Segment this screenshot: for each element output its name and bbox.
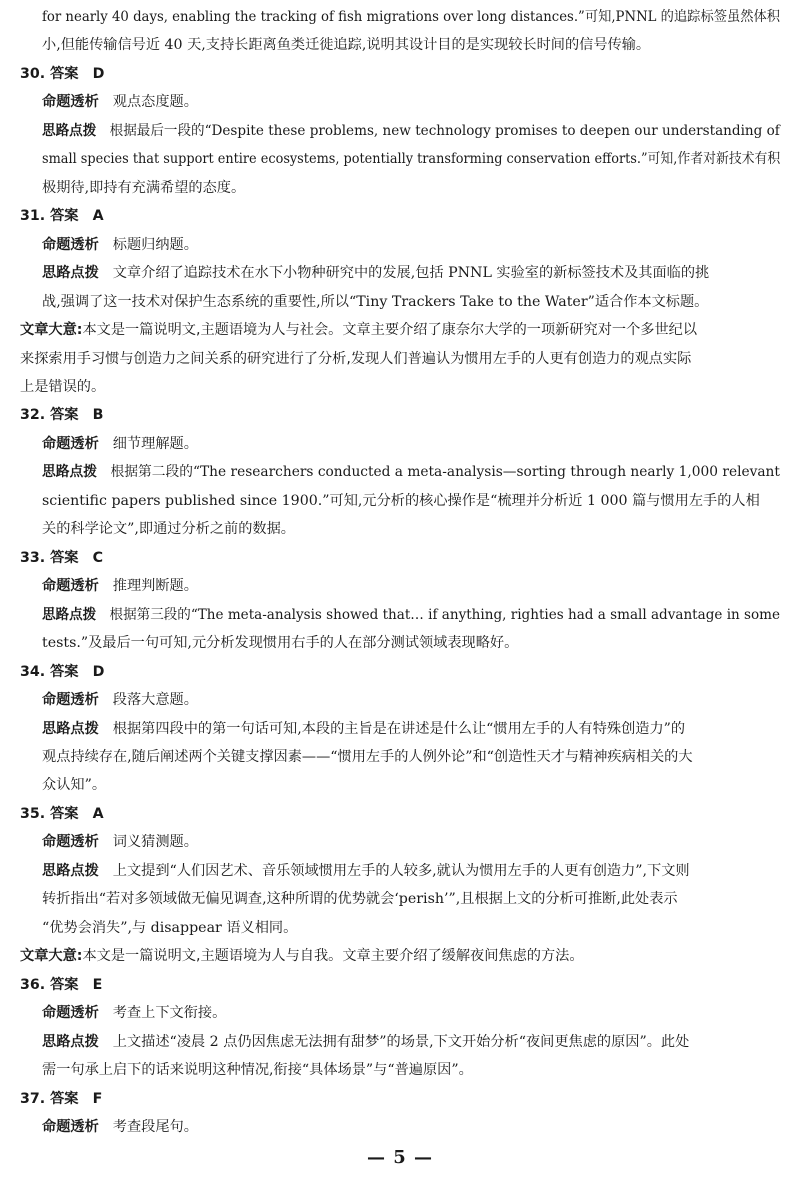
analysis-line bbox=[42, 87, 198, 118]
summary-line bbox=[20, 941, 584, 972]
analysis-line bbox=[42, 998, 226, 1029]
hint-label: 思路点拨 bbox=[42, 123, 97, 139]
analysis-text: 细节理解题。 bbox=[112, 436, 198, 452]
analysis-text: 推理判断题。 bbox=[112, 578, 198, 594]
analysis-text: 考查上下文衔接。 bbox=[112, 1005, 227, 1021]
analysis-line bbox=[42, 230, 198, 261]
summary-line bbox=[20, 315, 697, 346]
text-line: 需一句承上启下的话来说明这种情况,衔接“具体场景”与“普遍原因”。 bbox=[42, 1062, 473, 1078]
hint-text: 根据第四段中的第一句话可知,本段的主旨是在讲述是什么让“惯用左手的人有特殊创造力”的 bbox=[112, 721, 686, 737]
text-line: 转折指出“若对多领域做无偏见调查,这种所谓的优势就会‘perish’”,且根据上文的分析可推断,此处表示 bbox=[42, 891, 678, 907]
analysis-line bbox=[42, 571, 198, 602]
hint-text: 根据第二段的“The researchers conducted a meta-analysis—sorting through nearly 1,000 relevant bbox=[110, 464, 780, 480]
analysis-line bbox=[42, 685, 198, 716]
answer-heading-32: 32. 答案 B bbox=[20, 407, 104, 423]
text-line: small species that support entire ecosystems, potentially transforming conservation efforts.”可知,作者对新技术有积 bbox=[42, 151, 781, 167]
text-line: 众认知”。 bbox=[42, 777, 107, 793]
hint-label: 思路点拨 bbox=[42, 863, 99, 879]
summary-label: 文章大意: bbox=[20, 948, 83, 964]
analysis-line bbox=[42, 827, 198, 858]
text-line: for nearly 40 days, enabling the tracking of fish migrations over long distances.”可知,PNNL 的追踪标签虽然体积 bbox=[42, 9, 780, 25]
text-line: 上是错误的。 bbox=[20, 379, 106, 395]
hint-line bbox=[42, 116, 780, 147]
hint-label: 思路点拨 bbox=[42, 265, 99, 281]
hint-label: 思路点拨 bbox=[42, 464, 97, 480]
analysis-label: 命题透析 bbox=[42, 436, 99, 452]
text-line: 关的科学论文”,即通过分析之前的数据。 bbox=[42, 521, 295, 537]
text-line: 观点持续存在,随后阐述两个关键支撑因素——“惯用左手的人例外论”和“创造性天才与精神疾病相关的大 bbox=[42, 749, 693, 765]
hint-line bbox=[42, 1027, 689, 1058]
text-line: tests.”及最后一句可知,元分析发现惯用右手的人在部分测试领域表现略好。 bbox=[42, 635, 519, 651]
text-line: 小,但能传输信号近 40 天,支持长距离鱼类迁徙追踪,说明其设计目的是实现较长时间的信号传输。 bbox=[42, 37, 651, 53]
analysis-label: 命题透析 bbox=[42, 578, 99, 594]
hint-line bbox=[42, 600, 780, 631]
analysis-label: 命题透析 bbox=[42, 1119, 99, 1135]
text-line: 战,强调了这一技术对保护生态系统的重要性,所以“Tiny Trackers Take to the Water”适合作本文标题。 bbox=[42, 294, 709, 310]
analysis-label: 命题透析 bbox=[42, 692, 99, 708]
text-line: scientific papers published since 1900.”可知,元分析的核心操作是“梳理并分析近 1 000 篇与惯用左手的人相 bbox=[42, 493, 760, 509]
answer-heading-31: 31. 答案 A bbox=[20, 208, 104, 224]
hint-text: 根据第三段的“The meta-analysis showed that… if anything, righties had a small advantage in some bbox=[109, 607, 781, 623]
hint-line bbox=[42, 714, 685, 745]
summary-text: 本文是一篇说明文,主题语境为人与社会。文章主要介绍了康奈尔大学的一项新研究对一个多世纪以 bbox=[82, 322, 698, 338]
hint-text: 根据最后一段的“Despite these problems, new technology promises to deepen our understanding of bbox=[109, 123, 780, 139]
hint-text: 上文提到“人们因艺术、音乐领域惯用左手的人较多,就认为惯用左手的人更有创造力”,下文则 bbox=[112, 863, 690, 879]
hint-label: 思路点拨 bbox=[42, 721, 99, 737]
analysis-label: 命题透析 bbox=[42, 1005, 99, 1021]
analysis-text: 观点态度题。 bbox=[112, 94, 198, 110]
text-line: 极期待,即持有充满希望的态度。 bbox=[42, 180, 246, 196]
summary-label: 文章大意: bbox=[20, 322, 83, 338]
analysis-line bbox=[42, 429, 198, 460]
answer-heading-30: 30. 答案 D bbox=[20, 66, 105, 82]
text-line: 来探索用手习惯与创造力之间关系的研究进行了分析,发现人们普遍认为惯用左手的人更有创造力的观点实际 bbox=[20, 351, 692, 367]
analysis-text: 词义猜测题。 bbox=[112, 834, 198, 850]
analysis-line bbox=[42, 1112, 198, 1143]
analysis-label: 命题透析 bbox=[42, 834, 99, 850]
analysis-label: 命题透析 bbox=[42, 94, 99, 110]
hint-line bbox=[42, 856, 690, 887]
analysis-label: 命题透析 bbox=[42, 237, 99, 253]
summary-text: 本文是一篇说明文,主题语境为人与自我。文章主要介绍了缓解夜间焦虑的方法。 bbox=[82, 948, 584, 964]
answer-heading-37: 37. 答案 F bbox=[20, 1091, 103, 1107]
hint-text: 文章介绍了追踪技术在水下小物种研究中的发展,包括 PNNL 实验室的新标签技术及其面临的挑 bbox=[112, 265, 710, 281]
analysis-text: 标题归纳题。 bbox=[112, 237, 198, 253]
answer-heading-35: 35. 答案 A bbox=[20, 806, 104, 822]
answer-heading-36: 36. 答案 E bbox=[20, 977, 103, 993]
hint-line bbox=[42, 457, 780, 488]
analysis-text: 考查段尾句。 bbox=[112, 1119, 198, 1135]
text-line: “优势会消失”,与 disappear 语义相同。 bbox=[42, 920, 298, 936]
hint-label: 思路点拨 bbox=[42, 607, 97, 623]
page-number: — 5 — bbox=[366, 1147, 434, 1168]
hint-label: 思路点拨 bbox=[42, 1034, 99, 1050]
hint-text: 上文描述“凌晨 2 点仍因焦虑无法拥有甜梦”的场景,下文开始分析“夜间更焦虑的原因”。此处 bbox=[112, 1034, 690, 1050]
answer-heading-34: 34. 答案 D bbox=[20, 664, 105, 680]
answer-heading-33: 33. 答案 C bbox=[20, 550, 104, 566]
analysis-text: 段落大意题。 bbox=[112, 692, 198, 708]
hint-line bbox=[42, 258, 709, 289]
